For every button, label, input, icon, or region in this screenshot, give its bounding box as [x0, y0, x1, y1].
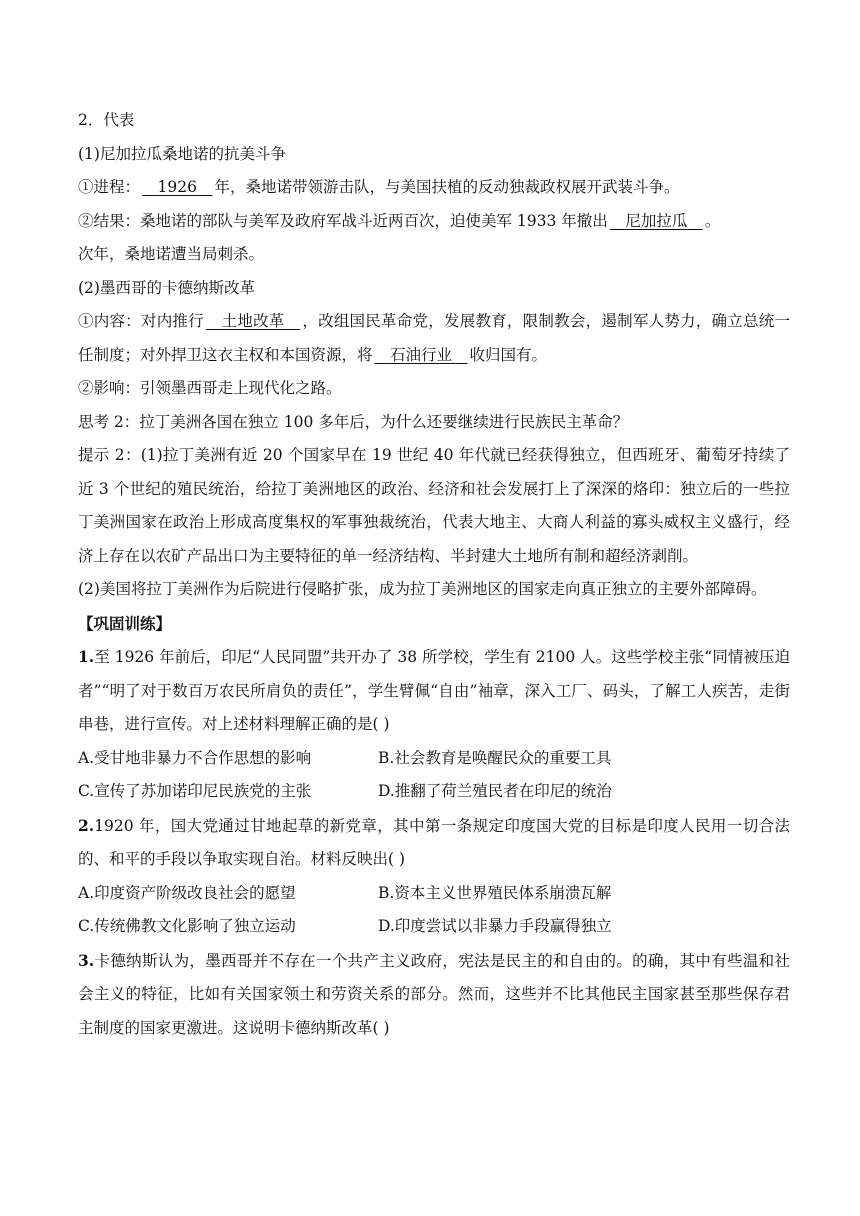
question-2-option-c: C.传统佛教文化影响了独立运动: [78, 917, 296, 935]
question-3-number: 3.: [78, 950, 95, 970]
question-1-option-d: D.推翻了荷兰殖民者在印尼的统治: [378, 782, 612, 800]
content-paragraph: [78, 305, 790, 372]
hint-paragraph-2: (2)美国将拉丁美洲作为后院进行侵略扩张，成为拉丁美洲地区的国家走向真正独立的主要外部障碍。: [78, 580, 767, 598]
question-1-text: 至 1926 年前后，印尼“人民同盟”共开办了 38 所学校，学生有 2100 人。这些学校主张“同情被压迫者”“明了对于数百万农民所肩负的责任”，学生臂佩“自由”袖章，深入工厂、码头，了解工人疾苦，走街串巷，进行宣传。对上述材料理解正确的是( ): [78, 648, 790, 733]
question-2-text: 1920 年，国大党通过甘地起草的新党章，其中第一条规定印度国大党的目标是印度人民用一切合法的、和平的手段以争取实现自治。材料反映出( ): [78, 816, 790, 868]
subsection-title-nicaragua: (1)尼加拉瓜桑地诺的抗美斗争: [78, 144, 286, 163]
question-2-option-d: D.印度尝试以非暴力手段赢得独立: [378, 917, 612, 935]
progress-blank-answer: __1926__: [142, 178, 213, 196]
content-mid: ，改组国民革命党，发展教育，限制教会，遏制军人势力，确立总统一任制度；对外捍卫这衣主权和本国资源，将: [78, 312, 790, 364]
question-2-options-row-1: [78, 877, 790, 911]
question-1-options-row-1: [78, 742, 790, 776]
hint-paragraph-1: 提示 2：(1)拉丁美洲有近 20 个国家早在 19 世纪 40 年代就已经获得独立，但西班牙、葡萄牙持续了近 3 个世纪的殖民统治，给拉丁美洲地区的政治、经济和社会发展打上了深深的烙印：独立后的一些拉丁美洲国家在政治上形成高度集权的军事独裁统治，代表大地主、大商人利益的寡头威权主义盛行，经济上存在以农矿产品出口为主要特征的单一经济结构、半封建大土地所有制和超经济剥削。: [78, 446, 790, 565]
question-3-stem: [78, 944, 790, 1046]
progress-prefix: ①进程：: [78, 178, 141, 196]
question-2-stem: [78, 809, 790, 877]
impact-line: ②影响：引领墨西哥走上现代化之路。: [78, 379, 342, 397]
question-1-option-c: C.宣传了苏加诺印尼民族党的主张: [78, 782, 312, 800]
result-suffix: 。: [704, 211, 721, 230]
think-question: 思考 2：拉丁美洲各国在独立 100 多年后，为什么还要继续进行民族民主革命？: [78, 412, 629, 431]
practice-heading: 【巩固训练】: [78, 613, 172, 633]
question-1-options-row-2: [78, 775, 790, 809]
question-1-option-b: B.社会教育是唤醒民众的重要工具: [378, 748, 612, 767]
result-line-2: 次年，桑地诺遭当局刺杀。: [78, 245, 265, 263]
content-blank-answer-1: __土地改革__: [205, 312, 301, 330]
question-2-number: 2.: [78, 815, 95, 835]
result-prefix: ②结果：桑地诺的部队与美军及政府军战斗近两百次，迫使美军 1933 年撤出: [78, 211, 608, 230]
question-2-options-row-2: [78, 910, 790, 944]
question-1-number: 1.: [78, 647, 95, 666]
question-1-stem: [78, 640, 790, 742]
question-3-text: 卡德纳斯认为，墨西哥并不存在一个共产主义政府，宪法是民主的和自由的。的确，其中有些温和社会主义的特征，比如有关国家领土和劳资关系的部分。然而，这些并不比其他民主国家甚至那些保存君主制度的国家更激进。这说明卡德纳斯改革( ): [78, 951, 790, 1037]
result-blank-answer: __尼加拉瓜__: [609, 211, 703, 230]
result-line: [78, 205, 790, 239]
section-title: 2．代表: [78, 111, 135, 129]
progress-line: [78, 171, 790, 205]
content-blank-answer-2: __石油行业__: [374, 345, 468, 364]
question-1-option-a: A.受甘地非暴力不合作思想的影响: [78, 748, 312, 767]
question-2-option-a: A.印度资产阶级改良社会的愿望: [78, 883, 296, 902]
subsection-title-mexico: (2)墨西哥的卡德纳斯改革: [78, 278, 255, 297]
question-2-option-b: B.资本主义世界殖民体系崩溃瓦解: [378, 883, 612, 902]
progress-suffix: 年，桑地诺带领游击队，与美国扶植的反动独裁政权展开武装斗争。: [214, 178, 680, 196]
content-prefix: ①内容：对内推行: [78, 312, 204, 330]
content-suffix: 收归国有。: [469, 345, 548, 364]
